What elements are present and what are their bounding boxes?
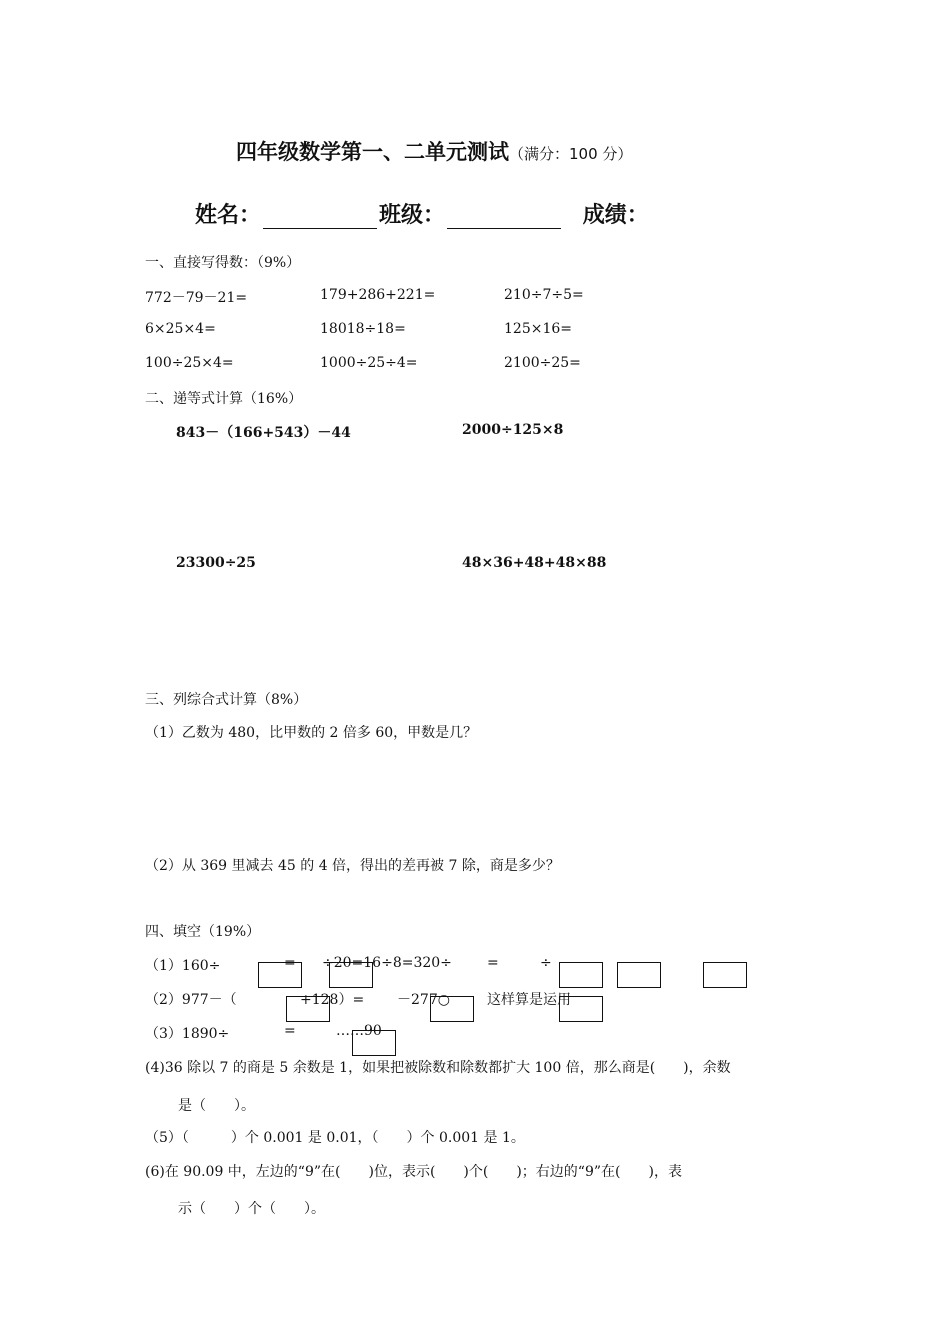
- s1-item: 179+286+221=: [320, 287, 436, 303]
- fill-line-2-start: （2）977－（: [145, 992, 237, 1008]
- answer-box[interactable]: [430, 996, 474, 1022]
- fill-line-1-eq2: =: [487, 955, 499, 971]
- s3-question-2: （2）从 369 里减去 45 的 4 倍，得出的差再被 7 除，商是多少？: [145, 858, 560, 874]
- s1-item: 125×16=: [504, 321, 572, 337]
- answer-box[interactable]: [352, 1030, 396, 1056]
- fill-line-1-div: ÷: [540, 955, 552, 971]
- fill-line-2-mid: +128）=: [300, 992, 365, 1008]
- s2-item: 48×36+48+48×88: [462, 555, 607, 571]
- fill-line-4b: 是（ ）。: [178, 1098, 255, 1114]
- answer-box[interactable]: [617, 962, 661, 988]
- grade-label: 成绩：: [582, 203, 649, 228]
- answer-box[interactable]: [703, 962, 747, 988]
- fill-line-2-end: 这样算是运用: [487, 992, 571, 1008]
- fill-line-1-start: （1）160÷: [145, 958, 221, 974]
- fill-line-1-mid: ÷20=16÷8=320÷: [322, 955, 452, 971]
- s2-item: 843－（166+543）－44: [176, 425, 351, 441]
- fill-line-2-sub: －277○: [397, 992, 450, 1008]
- s1-item: 772－79－21=: [145, 290, 248, 306]
- answer-box[interactable]: [286, 996, 330, 1022]
- page-title: [236, 136, 632, 166]
- s2-item: 2000÷125×8: [462, 422, 564, 438]
- section-3-heading: 三、列综合式计算（8%）: [145, 692, 308, 708]
- s1-item: 1000÷25÷4=: [320, 355, 418, 371]
- s1-item: 6×25×4=: [145, 321, 216, 337]
- title-main: 四年级数学第一、二单元测试: [236, 140, 509, 164]
- fill-line-1-eq: =: [284, 955, 296, 971]
- fill-line-5: （5）（ ）个 0.001 是 0.01，（ ）个 0.001 是 1。: [145, 1130, 525, 1146]
- fill-line-3-start: （3）1890÷: [145, 1026, 230, 1042]
- fill-line-6a: (6)在 90.09 中，左边的“9”在( )位，表示( )个( )；右边的“9”在( )，表: [145, 1164, 682, 1180]
- s1-item: 18018÷18=: [320, 321, 406, 337]
- answer-box[interactable]: [329, 962, 373, 988]
- s1-item: 210÷7÷5=: [504, 287, 584, 303]
- answer-box[interactable]: [559, 996, 603, 1022]
- fill-line-3-eq: =: [284, 1023, 296, 1039]
- s1-item: 2100÷25=: [504, 355, 581, 371]
- s1-item: 100÷25×4=: [145, 355, 234, 371]
- class-label: 班级：: [379, 203, 446, 228]
- section-1-heading: 一、直接写得数：（9%）: [145, 255, 301, 271]
- score-note: （满分：100 分）: [509, 145, 633, 163]
- section-4-heading: 四、填空（19%）: [145, 924, 261, 940]
- class-blank[interactable]: [447, 206, 561, 229]
- name-blank[interactable]: [263, 206, 377, 229]
- student-info-row: [195, 198, 649, 229]
- section-2-heading: 二、递等式计算（16%）: [145, 391, 303, 407]
- fill-line-6b: 示（ ）个（ ）。: [178, 1201, 325, 1217]
- answer-box[interactable]: [559, 962, 603, 988]
- fill-line-4a: (4)36 除以 7 的商是 5 余数是 1，如果把被除数和除数都扩大 100 倍，那么商是( )，余数: [145, 1060, 731, 1076]
- s3-question-1: （1）乙数为 480，比甲数的 2 倍多 60，甲数是几？: [145, 725, 478, 741]
- s2-item: 23300÷25: [176, 555, 256, 571]
- answer-box[interactable]: [258, 962, 302, 988]
- name-label: 姓名：: [195, 203, 262, 228]
- fill-line-3-rem: ……90: [336, 1023, 382, 1039]
